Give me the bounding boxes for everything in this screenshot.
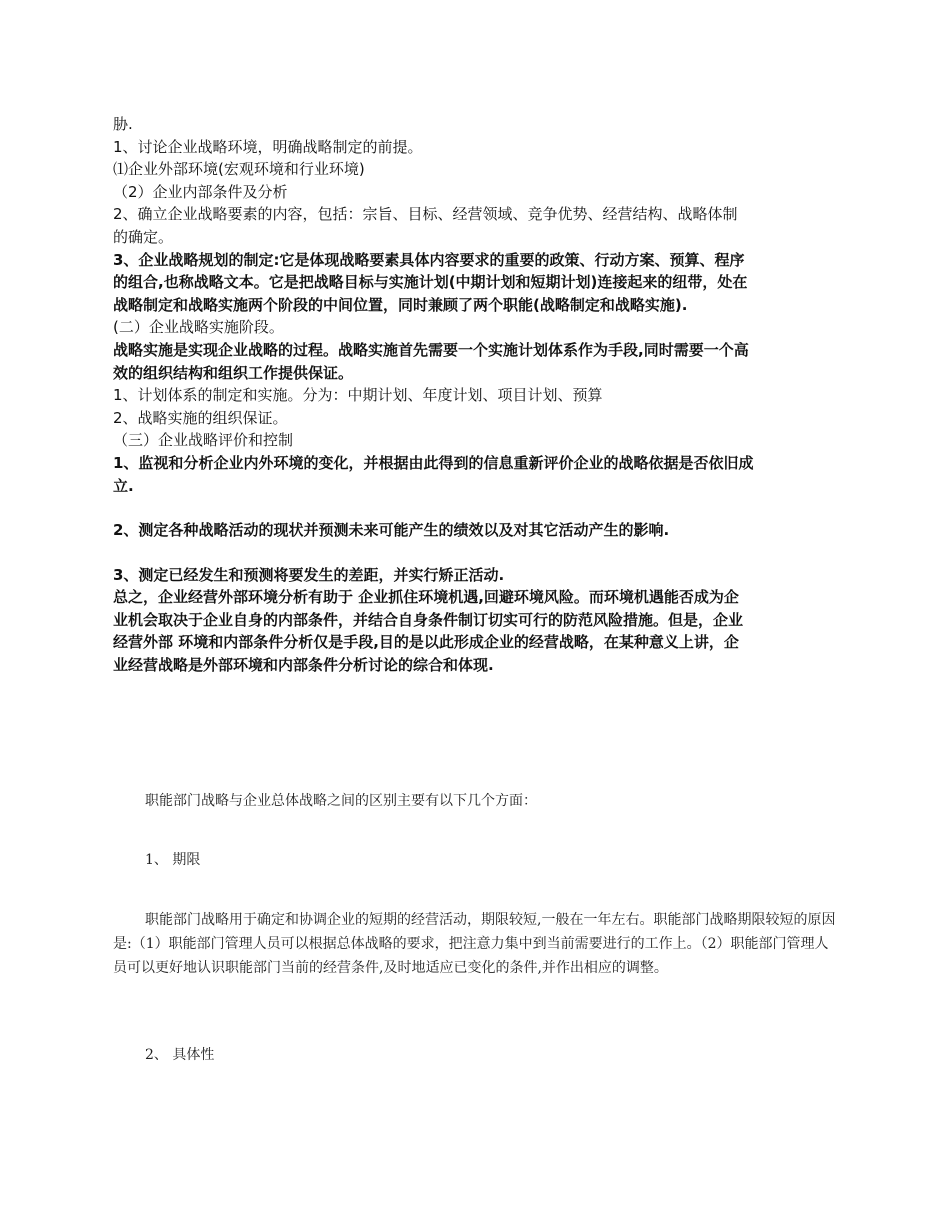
text-line: 的组合,也称战略文本。它是把战略目标与实施计划(中期计划和短期计划)连接起来的纽带，处在 xyxy=(113,273,748,292)
text-line: 2、确立企业战略要素的内容，包括：宗旨、目标、经营领域、竞争优势、经营结构、战略体制 xyxy=(113,205,738,224)
text-line: 1、讨论企业战略环境，明确战略制定的前提。 xyxy=(113,137,423,156)
text-line: 总之，企业经营外部环境分析有助于 企业抓住环境机遇,回避环境风险。而环境机遇能否成为企 xyxy=(113,588,739,607)
text-line: 1、监视和分析企业内外环境的变化，并根据由此得到的信息重新评价企业的战略依据是否依旧成 xyxy=(113,453,754,472)
text-line: （2）企业内部条件及分析 xyxy=(113,182,288,201)
text-line: （三）企业战略评价和控制 xyxy=(113,431,294,450)
text-line: 效的组织结构和组织工作提供保证。 xyxy=(113,363,354,382)
text-line: 战略实施是实现企业战略的过程。战略实施首先需要一个实施计划体系作为手段,同时需要一个高 xyxy=(113,340,749,359)
text-line: 立. xyxy=(113,476,134,495)
section-intro-text: 职能部门战略与企业总体战略之间的区别主要有以下几个方面： xyxy=(145,793,537,809)
text-line: 胁. xyxy=(113,115,133,133)
text-line: 1、计划体系的制定和实施。分为：中期计划、年度计划、项目计划、预算 xyxy=(113,386,603,405)
text-line: ⑴企业外部环境(宏观环境和行业环境) xyxy=(113,160,365,179)
item-period-heading: 1、 期限 xyxy=(145,852,201,868)
text-line: 3、企业战略规划的制定:它是体现战略要素具体内容要求的重要的政策、行动方案、预算、程序 xyxy=(113,250,745,269)
strategy-process-section xyxy=(113,113,839,677)
section-intro xyxy=(113,789,839,813)
blank-line xyxy=(113,542,839,564)
text-line: 战略制定和战略实施两个阶段的中间位置，同时兼顾了两个职能(战略制定和战略实施). xyxy=(113,295,688,314)
text-line: 业机会取决于企业自身的内部条件，并结合自身条件制订切实可行的防范风险措施。但是，企业 xyxy=(113,610,744,629)
text-line: 2、测定各种战略活动的现状并预测未来可能产生的绩效以及对其它活动产生的影响. xyxy=(113,521,670,540)
text-line: 的确定。 xyxy=(113,227,174,246)
period-paragraph: 职能部门战略用于确定和协调企业的短期的经营活动，期限较短,一般在一年左右。职能部门战略期限较短的原因是:（1）职能部门管理人员可以根据总体战略的要求，把注意力集中到当前需要进行的工作上。（2）职能部门管理人员可以更好地认识职能部门当前的经营条件,及时地适应已变化的条件,并作出相应的调整。 xyxy=(113,912,836,976)
item-specificity-heading: 2、 具体性 xyxy=(145,1047,215,1063)
blank-line xyxy=(113,497,839,519)
text-line: 2、战略实施的组织保证。 xyxy=(113,408,288,427)
text-line: 3、测定已经发生和预测将要发生的差距，并实行矫正活动. xyxy=(113,565,505,584)
text-line: (二）企业战略实施阶段。 xyxy=(113,318,284,337)
text-line: 业经营战略是外部环境和内部条件分析讨论的综合和体现. xyxy=(113,656,494,675)
text-line: 经营外部 环境和内部条件分析仅是手段,目的是以此形成企业的经营战略，在某种意义上讲，企 xyxy=(113,633,739,652)
